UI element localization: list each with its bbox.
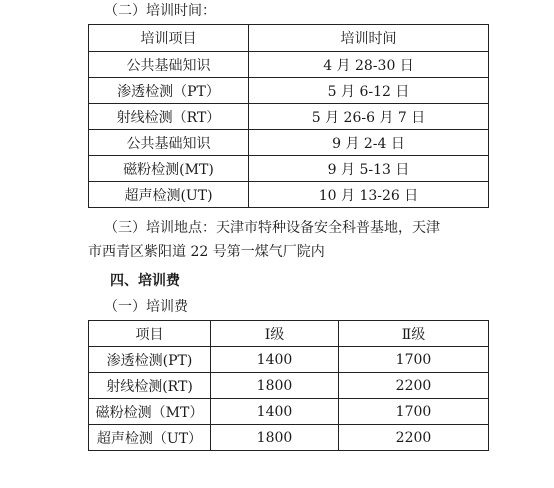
table-cell: 渗透检测(PT) <box>89 347 211 373</box>
table-cell: 10 月 13-26 日 <box>249 182 489 208</box>
table-cell: 射线检测（RT） <box>89 104 249 130</box>
table-cell: 1400 <box>211 399 339 425</box>
paragraph-line: 市西青区紫阳道 22 号第一煤气厂院内 <box>88 244 325 260</box>
table-cell: 9 月 5-13 日 <box>249 156 489 182</box>
table-cell: 公共基础知识 <box>89 130 249 156</box>
paragraph-line: （三）培训地点：天津市特种设备安全科普基地，天津 <box>104 220 440 236</box>
table-cell: 5 月 26-6 月 7 日 <box>249 104 489 130</box>
table-cell: 2200 <box>339 373 489 399</box>
header-cell: 培训时间 <box>249 25 489 52</box>
table-cell: 1700 <box>339 347 489 373</box>
training-fee-table <box>88 320 489 451</box>
table-cell: 磁粉检测(MT) <box>89 156 249 182</box>
table-header-row <box>89 321 489 347</box>
table-header-row <box>89 25 489 52</box>
training-time-heading: （二）培训时间： <box>104 3 216 19</box>
table-row <box>89 182 489 208</box>
header-cell: 培训项目 <box>89 25 249 52</box>
training-fee-title: 四、培训费 <box>110 273 180 289</box>
table-cell: 射线检测(RT) <box>89 373 211 399</box>
table-cell: 2200 <box>339 425 489 451</box>
table-cell: 磁粉检测（MT） <box>89 399 211 425</box>
header-cell: Ⅰ级 <box>211 321 339 347</box>
training-schedule-table <box>88 24 489 208</box>
table-cell: 渗透检测（PT） <box>89 78 249 104</box>
table-row <box>89 104 489 130</box>
table-cell: 5 月 6-12 日 <box>249 78 489 104</box>
table-row <box>89 156 489 182</box>
table-row <box>89 78 489 104</box>
header-cell: 项目 <box>89 321 211 347</box>
table-row <box>89 373 489 399</box>
table-row <box>89 425 489 451</box>
table-cell: 4 月 28-30 日 <box>249 52 489 78</box>
table-row <box>89 130 489 156</box>
table-cell: 1400 <box>211 347 339 373</box>
table-cell: 超声检测(UT) <box>89 182 249 208</box>
table-cell: 1700 <box>339 399 489 425</box>
table-cell: 1800 <box>211 373 339 399</box>
table-row <box>89 347 489 373</box>
training-location-paragraph <box>88 216 488 264</box>
table-row <box>89 52 489 78</box>
header-cell: Ⅱ级 <box>339 321 489 347</box>
table-cell: 9 月 2-4 日 <box>249 130 489 156</box>
table-cell: 1800 <box>211 425 339 451</box>
table-cell: 公共基础知识 <box>89 52 249 78</box>
table-row <box>89 399 489 425</box>
table-cell: 超声检测（UT） <box>89 425 211 451</box>
training-fee-subheading: （一）培训费 <box>104 299 188 315</box>
